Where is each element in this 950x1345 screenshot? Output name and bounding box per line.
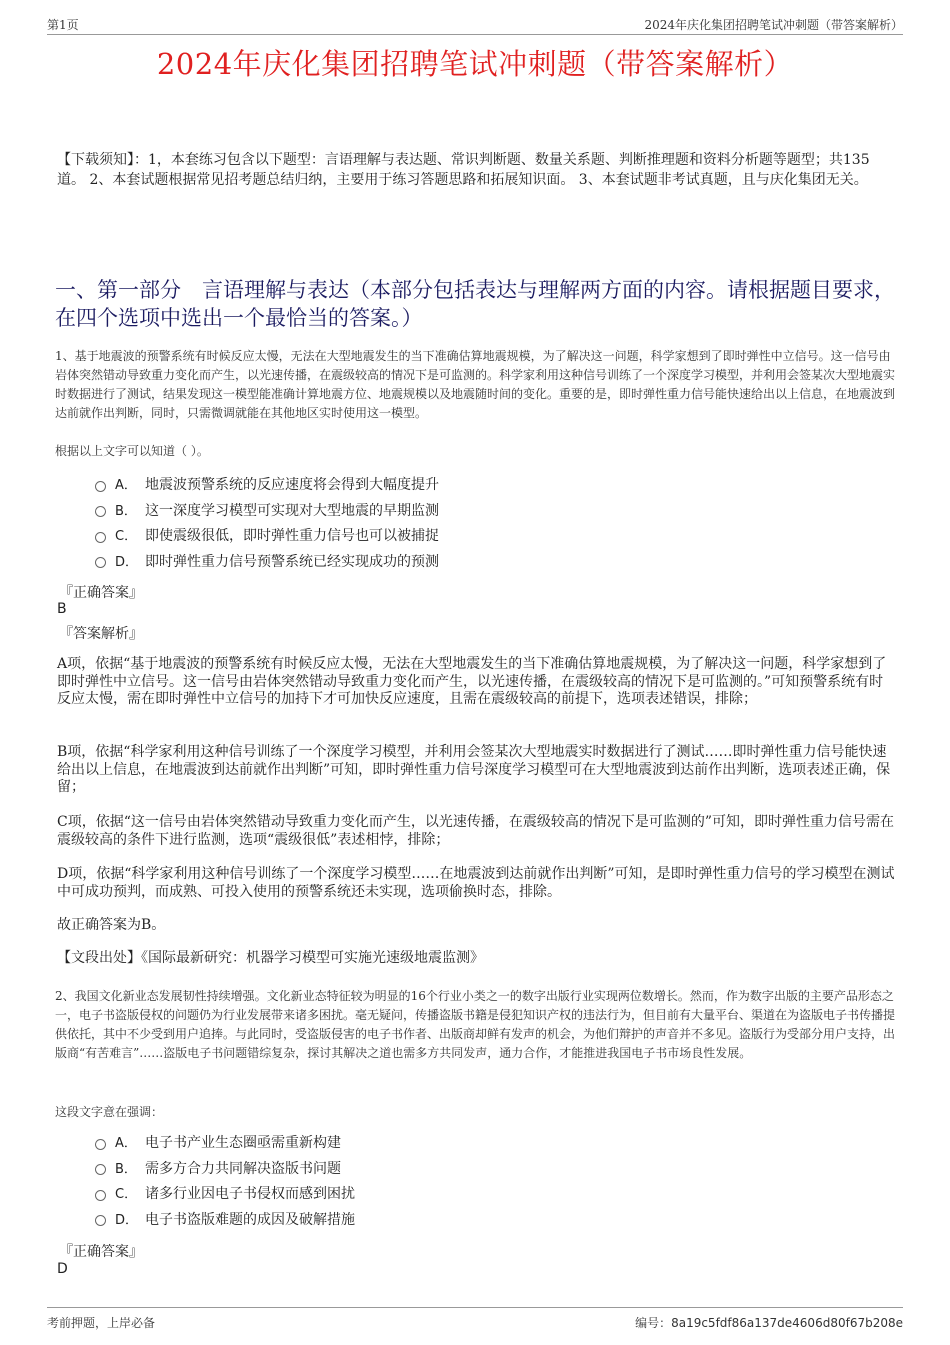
radio-icon[interactable]: [95, 1215, 106, 1226]
page-title: 2024年庆化集团招聘笔试冲刺题（带答案解析）: [156, 47, 794, 81]
page-header: [47, 14, 903, 35]
option-text: 即使震级很低，即时弹性重力信号也可以被捕捉: [145, 528, 439, 544]
question-1-stem: 1、基于地震波的预警系统有时候反应太慢，无法在大型地震发生的当下准确估算地震规模，为了解决这一问题，科学家想到了即时弹性中立信号。这一信号由岩体突然错动导致重力变化而产生，以光速传播，在震级较高的情况下是可监测的。科学家利用这种信号训练了一个深度学习模型，并利用会签某次大型地震实时数据进行了测试，结果发现这一模型能准确计算地震方位、地震规模以及地震随时间的变化。重要的是，即时弹性重力信号能快速给出以上信息，在地震波到达前就作出判断，同时，只需微调就能在其他地区实时使用这一模型。: [55, 349, 896, 420]
option-text: 诸多行业因电子书侵权而感到困扰: [145, 1186, 355, 1202]
page-footer: [47, 1307, 903, 1338]
option-text: 地震波预警系统的反应速度将会得到大幅度提升: [145, 477, 439, 493]
question-2-options: [95, 1131, 355, 1233]
correct-answer: B: [57, 601, 67, 617]
question-2-prompt: 这段文字意在强调：: [55, 1105, 164, 1119]
download-notice: 【下载须知】：1，本套练习包含以下题型：言语理解与表达题、常识判断题、数量关系题、判断推理题和资料分析题等题型；共135道。 2、本套试题根据常见招考题总结归纳，主要用于练习答题思路和拓展知识面。 3、本套试题非考试真题，且与庆化集团无关。: [57, 152, 870, 188]
option-a[interactable]: [95, 473, 439, 499]
option-key: A．: [115, 478, 137, 493]
analysis-option-c: C项，依据“这一信号由岩体突然错动导致重力变化而产生，以光速传播，在震级较高的情况下是可监测的”可知，即时弹性重力信号需在震级较高的条件下进行监测，选项“震级很低”表述相悖，排除；: [57, 814, 895, 848]
footer-code: [635, 1314, 903, 1331]
option-c[interactable]: [95, 524, 439, 550]
radio-icon[interactable]: [95, 481, 106, 492]
question-1-prompt: 根据以上文字可以知道（ ）。: [55, 444, 209, 458]
option-key: D．: [115, 1212, 139, 1228]
analysis-conclusion: 故正确答案为B。: [57, 917, 166, 933]
question-2-stem: 2、我国文化新业态发展韧性持续增强。文化新业态特征较为明显的16个行业小类之一的数字出版行业实现两位数增长。然而，作为数字出版的主要产品形态之一，电子书盗版侵权的问题仍为行业发展带来诸多困扰。毫无疑问，传播盗版书籍是侵犯知识产权的违法行为，但目前有大量平台、渠道在为盗版电子书传播提供依托，其中不少受到用户追捧。与此同时，受盗版侵害的电子书作者、出版商却鲜有发声的机会，为他们辩护的声音并不多见。盗版行为受部分用户支持，出版商“有苦难言”……盗版电子书问题错综复杂，探讨其解决之道也需多方共同发声，通力合作，才能推进我国电子书市场良性发展。: [55, 989, 896, 1060]
option-key: D．: [115, 554, 139, 570]
analysis-label: 『答案解析』: [59, 626, 143, 642]
radio-icon[interactable]: [95, 532, 106, 543]
footer-slogan: 考前押题，上岸必备: [47, 1316, 156, 1330]
footer-code-value: 8a19c5fdf86a137de4606d80f67b208e: [671, 1316, 903, 1330]
footer-code-label: 编号：: [635, 1316, 672, 1330]
option-text: 电子书产业生态圈亟需重新构建: [145, 1135, 341, 1151]
analysis-option-a: A项，依据“基于地震波的预警系统有时候反应太慢，无法在大型地震发生的当下准确估算地震规模，为了解决这一问题，科学家想到了即时弹性中立信号。这一信号由岩体突然错动导致重力变化而产生，以光速传播，在震级较高的情况下是可监测的。”可知预警系统有时反应太慢，需在即时弹性中立信号的加持下才可加快反应速度，且需在震级较高的前提下，选项表述错误，排除；: [57, 656, 887, 707]
section-heading: 一、第一部分 言语理解与表达（本部分包括表达与理解两方面的内容。请根据题目要求，在四个选项中选出一个最恰当的答案。）: [55, 278, 895, 330]
option-text: 即时弹性重力信号预警系统已经实现成功的预测: [145, 553, 439, 570]
option-key: A．: [115, 1136, 137, 1151]
header-doc-title: 2024年庆化集团招聘笔试冲刺题（带答案解析）: [644, 18, 903, 32]
analysis-option-d: D项，依据“科学家利用这种信号训练了一个深度学习模型……在地震波到达前就作出判断”可知，是即时弹性重力信号的学习模型在测试中可成功预判，而成熟、可投入使用的预警系统还未实现，选项偷换时态，排除。: [57, 866, 895, 900]
option-d[interactable]: [95, 550, 439, 576]
option-text: 电子书盗版难题的成因及破解措施: [145, 1211, 355, 1228]
correct-answer-label: 『正确答案』: [59, 585, 143, 601]
radio-icon[interactable]: [95, 1190, 106, 1201]
option-a[interactable]: [95, 1131, 355, 1157]
correct-answer-label: 『正确答案』: [59, 1244, 143, 1260]
option-key: C．: [115, 529, 138, 544]
option-c[interactable]: [95, 1182, 355, 1208]
source-citation: 【文段出处】《国际最新研究：机器学习模型可实施光速级地震监测》: [57, 950, 484, 966]
option-b[interactable]: [95, 499, 439, 525]
option-key: B．: [115, 1161, 137, 1177]
option-text: 需多方合力共同解决盗版书问题: [145, 1160, 341, 1177]
option-key: C．: [115, 1187, 138, 1202]
page-number: 第1页: [47, 18, 79, 32]
radio-icon[interactable]: [95, 1139, 106, 1150]
radio-icon[interactable]: [95, 506, 106, 517]
radio-icon[interactable]: [95, 557, 106, 568]
radio-icon[interactable]: [95, 1164, 106, 1175]
correct-answer: D: [57, 1261, 68, 1277]
option-b[interactable]: [95, 1157, 355, 1183]
option-d[interactable]: [95, 1208, 355, 1234]
option-text: 这一深度学习模型可实现对大型地震的早期监测: [145, 502, 439, 519]
analysis-option-b: B项，依据“科学家利用这种信号训练了一个深度学习模型，并利用会签某次大型地震实时数据进行了测试……即时弹性重力信号能快速给出以上信息，在地震波到达前就作出判断”可知，即时弹性重力信号深度学习模型可在大型地震波到达前作出判断，选项表述正确，保留；: [57, 744, 891, 795]
question-1-options: [95, 473, 439, 575]
option-key: B．: [115, 503, 137, 519]
